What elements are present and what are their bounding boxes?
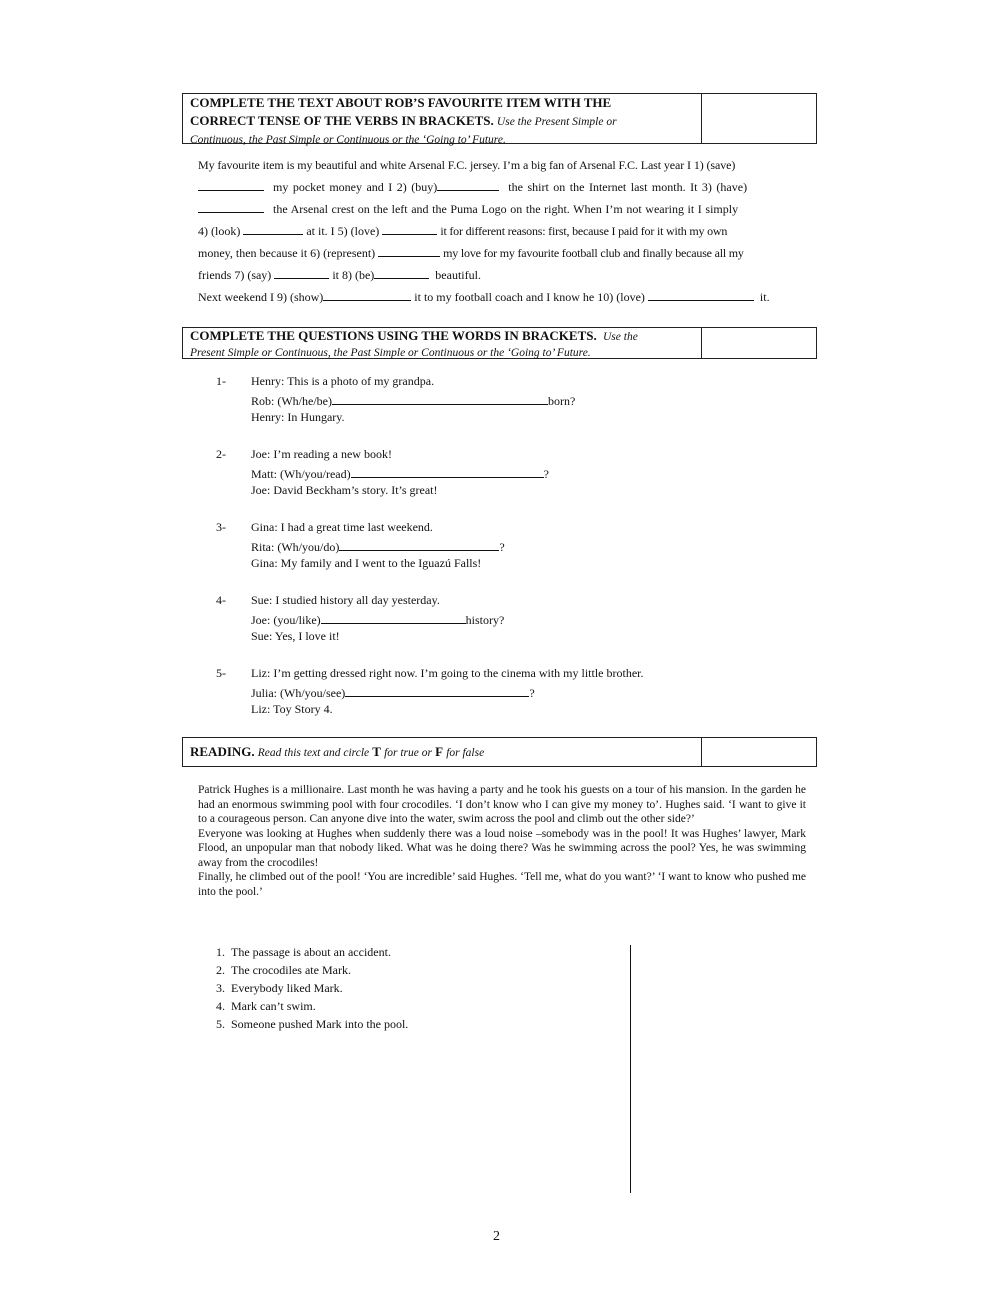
- section1-title-2: CORRECT TENSE OF THE VERBS IN BRACKETS.: [190, 113, 494, 128]
- question-number: 4-: [216, 593, 226, 607]
- page-number: 2: [493, 1229, 500, 1244]
- answer-blank-5[interactable]: [345, 684, 529, 697]
- section1-instruction-1: Use the Present Simple or: [496, 116, 617, 128]
- section3-title: READING.: [190, 744, 255, 759]
- section3-header-text: READING. Read this text and circle T for true or F for false: [190, 744, 485, 759]
- question-answer: Henry: In Hungary.: [251, 410, 345, 424]
- blank-8[interactable]: [274, 266, 329, 279]
- section2-instruction-2: Present Simple or Continuous, the Past Simple or Continuous or the ‘Going to’ Future.: [190, 347, 591, 359]
- statement-item[interactable]: 4. Mark can’t swim.: [216, 999, 316, 1013]
- section2-title: COMPLETE THE QUESTIONS USING THE WORDS IN BRACKETS.: [190, 328, 597, 343]
- text-line: my pocket money and I 2) (buy) the shirt on the Internet last month. It 3) (have): [198, 176, 796, 198]
- text-line: Next weekend I 9) (show) it to my football coach and I know he 10) (love) it.: [198, 290, 770, 304]
- section1-instruction-2: Continuous, the Past Simple or Continuous or the ‘Going to’ Future.: [190, 134, 506, 146]
- question-prompt: Joe: (you/like) history?: [251, 613, 505, 627]
- statement-item[interactable]: 3. Everybody liked Mark.: [216, 981, 343, 995]
- question-line: Liz: I’m getting dressed right now. I’m going to the cinema with my little brother.: [251, 666, 644, 680]
- question-number: 3-: [216, 520, 226, 534]
- text-line: friends 7) (say) it 8) (be) beautiful.: [198, 268, 481, 282]
- answer-blank-2[interactable]: [351, 465, 544, 478]
- question-answer: Gina: My family and I went to the Iguazú Falls!: [251, 556, 482, 570]
- text-line: the Arsenal crest on the left and the Puma Logo on the right. When I’m not wearing it I simply: [198, 198, 796, 220]
- blank-2[interactable]: [198, 178, 264, 191]
- question-number: 1-: [216, 374, 226, 388]
- blank-7[interactable]: [378, 244, 440, 257]
- blank-6[interactable]: [382, 222, 437, 235]
- question-number: 5-: [216, 666, 226, 680]
- reading-paragraph: Patrick Hughes is a millionaire. Last month he was having a party and he took his guests on a tour of his mansion. In the garden he had an enormous swimming pool with four crocodiles. ‘I don’t know who I can give my money to’. Hughes said. ‘I want to give it to a courageous person. Can anyone dive into the water, swim across the pool and climb out the other side?’: [198, 784, 806, 825]
- section3-score-box: [701, 738, 702, 766]
- text-line: 4) (look) at it. I 5) (love) it for different reasons: first, because I paid for it with my own: [198, 224, 728, 238]
- statement-item[interactable]: 5. Someone pushed Mark into the pool.: [216, 1017, 409, 1031]
- answer-blank-1[interactable]: [332, 392, 548, 405]
- question-prompt: Rita: (Wh/you/do) ?: [251, 540, 505, 554]
- question-answer: Sue: Yes, I love it!: [251, 629, 340, 643]
- question-answer: Liz: Toy Story 4.: [251, 702, 333, 716]
- question-line: Sue: I studied history all day yesterday.: [251, 593, 440, 607]
- question-prompt: Julia: (Wh/you/see) ?: [251, 686, 535, 700]
- text-line: My favourite item is my beautiful and white Arsenal F.C. jersey. I’m a big fan of Arsenal F.C. Last year I 1) (save): [198, 158, 736, 172]
- blank-4[interactable]: [198, 200, 264, 213]
- question-prompt: Rob: (Wh/he/be) born?: [251, 394, 576, 408]
- section2-instruction-1: Use the: [602, 331, 638, 343]
- answer-blank-3[interactable]: [339, 538, 499, 551]
- section1-score-box: [701, 94, 702, 143]
- question-prompt: Matt: (Wh/you/read) ?: [251, 467, 549, 481]
- answer-blank-4[interactable]: [321, 611, 466, 624]
- blank-11[interactable]: [648, 288, 754, 301]
- reading-paragraph: Everyone was looking at Hughes when suddenly there was a loud noise –somebody was in the pool! It was Hughes’ lawyer, Mark Flood, an unpopular man that nobody liked. What was he doing there? Was he swimming across the pool? Yes, he was swimming away from the crocodiles!: [198, 827, 806, 869]
- section1-paragraph: [198, 154, 796, 308]
- section1-title-1: COMPLETE THE TEXT ABOUT ROB’S FAVOURITE ITEM WITH THE: [190, 95, 612, 110]
- blank-9[interactable]: [374, 266, 429, 279]
- blank-5[interactable]: [243, 222, 303, 235]
- reading-passage: [198, 783, 806, 899]
- question-answer: Joe: David Beckham’s story. It’s great!: [251, 483, 438, 497]
- blank-3[interactable]: [437, 178, 499, 191]
- section1-header-text: [190, 94, 700, 149]
- statement-item[interactable]: 2. The crocodiles ate Mark.: [216, 963, 351, 977]
- statement-item[interactable]: 1. The passage is about an accident.: [216, 945, 391, 959]
- question-number: 2-: [216, 447, 226, 461]
- question-line: Henry: This is a photo of my grandpa.: [251, 374, 435, 388]
- text-line: money, then because it 6) (represent) my love for my favourite football club and finally because all my: [198, 246, 744, 260]
- reading-paragraph: Finally, he climbed out of the pool! ‘You are incredible’ said Hughes. ‘Tell me, what do you want?’ ‘I want to know who pushed me into the pool.’: [198, 871, 806, 898]
- section2-header-text: [190, 328, 705, 361]
- question-line: Joe: I’m reading a new book!: [251, 447, 392, 461]
- blank-10[interactable]: [323, 288, 411, 301]
- question-line: Gina: I had a great time last weekend.: [251, 520, 433, 534]
- answer-column-divider: [630, 945, 631, 1193]
